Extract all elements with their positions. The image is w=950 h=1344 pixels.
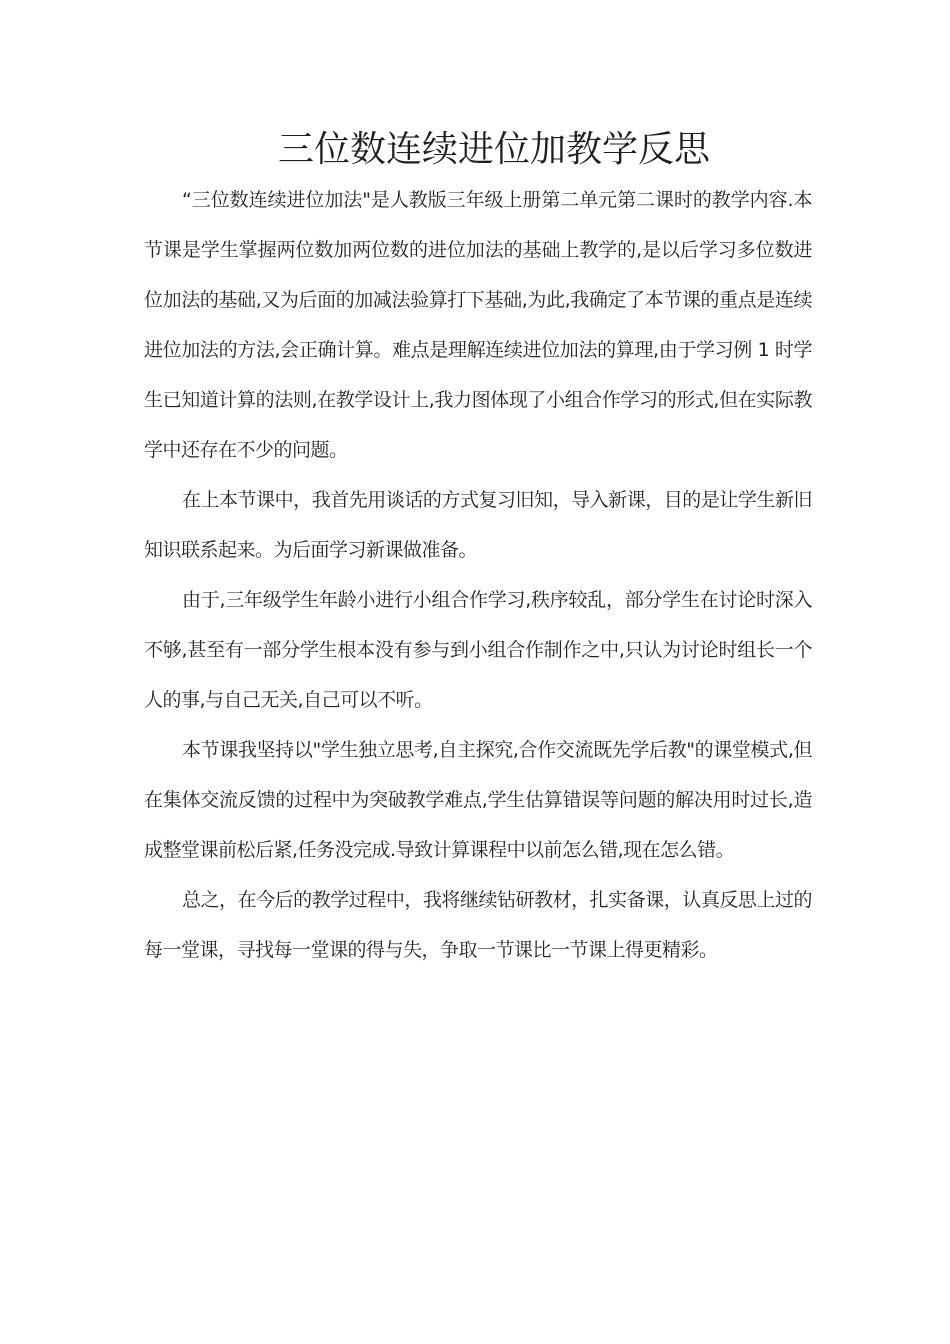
document-title: 三位数连续进位加教学反思: [277, 129, 710, 170]
paragraph-review: 在上本节课中，我首先用谈话的方式复习旧知，导入新课，目的是让学生新旧知识联系起来。为后面学习新课做准备。: [144, 489, 812, 561]
paragraph-intro: “三位数连续进位加法"是人教版三年级上册第二单元第二课时的教学内容.本节课是学生掌握两位数加两位数的进位加法的基础上教学的,是以后学习多位数进位加法的基础,又为后面的加减法验算打下基础,为此,我确定了本节课的重点是连续进位加法的方法,会正确计算。难点是理解连续进位加法的算理,由于学习例 1 时学生已知道计算的法则,在教学设计上,我力图体现了小组合作学习的形式,但在实际教学中还存在不少的问题。: [144, 189, 812, 461]
paragraph-class-mode: 本节课我坚持以"学生独立思考,自主探究,合作交流既先学后教"的课堂模式,但在集体交流反馈的过程中为突破教学难点,学生估算错误等问题的解决用时过长,造成整堂课前松后紧,任务没完成.导致计算课程中以前怎么错,现在怎么错。: [144, 739, 812, 861]
paragraph-conclusion: 总之，在今后的教学过程中，我将继续钻研教材，扎实备课，认真反思上过的每一堂课，寻找每一堂课的得与失，争取一节课比一节课上得更精彩。: [144, 889, 812, 961]
document-body: [144, 175, 812, 975]
paragraph-group-work: 由于,三年级学生年龄小进行小组合作学习,秩序较乱，部分学生在讨论时深入不够,甚至有一部分学生根本没有参与到小组合作制作之中,只认为讨论时组长一个人的事,与自己无关,自己可以不听。: [144, 589, 812, 711]
